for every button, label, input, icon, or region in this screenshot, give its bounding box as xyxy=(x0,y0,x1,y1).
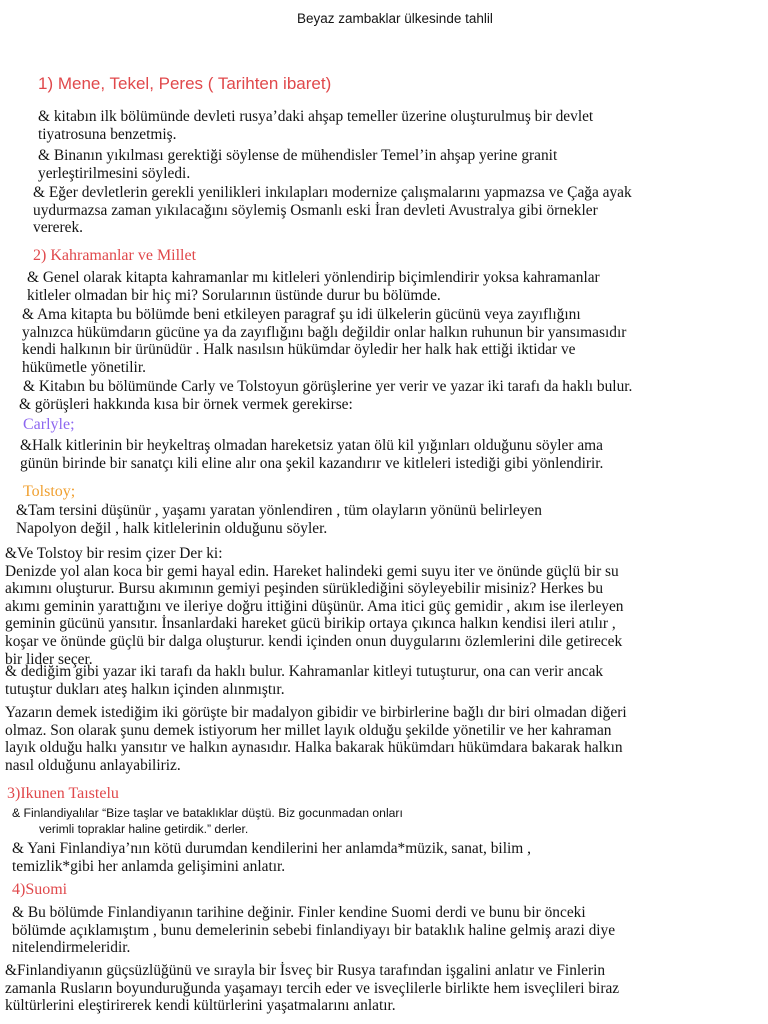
section-1-paragraph-3 xyxy=(33,184,632,237)
text-line: tiyatrosuna benzetmiş. xyxy=(38,125,177,143)
text-line: vererek. xyxy=(33,219,83,237)
text-line: zamanla Rusların boyunduruğunda yaşamayı tercih eder ve isveçlilerle birlikte hem isveçlileri biraz xyxy=(5,979,620,997)
section-4-heading: 4)Suomi xyxy=(12,881,68,898)
section-2-paragraph-3: & Kitabın bu bölümünde Carly ve Tolstoyun görüşlerine yer verir ve yazar iki tarafı da haklı bulur. xyxy=(23,378,633,395)
text-line: & dediğim gibi yazar iki tarafı da haklı bulur. Kahramanlar kitleyi tutuşturur, ona can verir ancak xyxy=(5,663,604,680)
text-line: olmaz. Son olarak şunu demek istiyorum her millet layık olduğu şekilde yönetilir ve her kahraman xyxy=(5,721,612,739)
text-line: Denizde yol alan koca bir gemi hayal edin. Hareket halindeki gemi suyu iter ve önünde güçlü bir su xyxy=(5,562,619,580)
text-line: geminin gücünü yansıtır. İnsanlardaki hareket gücü birikip ortaya çıkınca halkın kendisi ileri atılır , xyxy=(5,615,616,633)
carlyle-paragraph xyxy=(20,437,603,472)
text-line: & Yani Finlandiya’nın kötü durumdan kendilerini her anlamda*müzik, sanat, bilim , xyxy=(12,840,531,857)
section-2-heading: 2) Kahramanlar ve Millet xyxy=(33,247,197,264)
text-line: Napolyon değil , halk kitlelerinin olduğunu söyler. xyxy=(16,519,328,537)
section-4-paragraph-2 xyxy=(5,962,619,1015)
text-line: akımını oluşturur. Bursu akımının gemiyi peşinden sürüklediğini söyleyebilir misiniz? Herkes bu xyxy=(5,580,604,598)
text-line: verimli topraklar haline getirdik.” derler. xyxy=(39,821,249,836)
text-line: &Halk kitlerinin bir heykeltraş olmadan hareketsiz yatan ölü kil yığınları olduğunu söyler ama xyxy=(20,437,603,454)
section-2-paragraph-4: & görüşleri hakkında kısa bir örnek vermek gerekirse: xyxy=(19,396,353,413)
carlyle-label: Carlyle; xyxy=(23,416,75,433)
text-line: bölümde açıklamıştım , bunu demelerinin sebebi finlandiyayı bir bataklık haline gelmiş arazi diye xyxy=(12,921,616,939)
text-line: &Tam tersini düşünür , yaşamı yaratan yönlendiren , tüm olayların yönünü belirleyen xyxy=(16,502,542,519)
tolstoy-picture-paragraph xyxy=(5,545,624,668)
text-line: koşar ve önünde güçlü bir dalga oluşturur. kendi içinden onun duygularını özlemlerini dile getirecek xyxy=(5,632,623,650)
text-line: kitleler olmadan bir hiç mi? Sorularının üstünde durur bu bölümde. xyxy=(27,286,441,304)
text-line: temizlik*gibi her anlamda gelişimini anlatır. xyxy=(12,857,286,875)
tolstoy-paragraph xyxy=(16,502,542,537)
text-line: akımı geminin yarattığını ve ileriye doğru ittiğini düşünür. Ama itici güç gemidir , akım ise ilerleyen xyxy=(5,597,624,615)
text-line: &Finlandiyanın güçsüzlüğünü ve sırayla bir İsveç bir Rusya tarafından işgalini anlatır ve Finlerin xyxy=(5,962,606,979)
document-title: Beyaz zambaklar ülkesinde tahlil xyxy=(297,11,493,26)
text-line: & Genel olarak kitapta kahramanlar mı kitleleri yönlendirip biçimlendirir yoksa kahramanlar xyxy=(27,269,600,286)
section-1-paragraph-1 xyxy=(38,108,593,143)
tolstoy-label: Tolstoy; xyxy=(23,483,76,500)
section-4-paragraph-1 xyxy=(12,904,615,957)
text-line: yerleştirilmesini söyledi. xyxy=(38,164,191,182)
text-line: Yazarın demek istediğim iki görüşte bir madalyon gibidir ve birbirlerine bağlı dır biri olmadan diğeri xyxy=(5,704,627,721)
text-line: & Binanın yıkılması gerektiği söylense de mühendisler Temel’in ahşap yerine granit xyxy=(38,147,558,164)
text-line: hükümetle yönetilir. xyxy=(22,358,146,376)
text-line: & Eğer devletlerin gerekli yenilikleri inkılapları modernize çalışmalarını yapmazsa ve Çağa ayak xyxy=(33,184,632,201)
text-line: & Finlandiyalılar “Bize taşlar ve bataklıklar düştü. Biz gocunmadan onları xyxy=(12,806,403,820)
section-1-heading: 1) Mene, Tekel, Peres ( Tarihten ibaret) xyxy=(38,74,332,93)
text-line: & kitabın ilk bölümünde devleti rusya’daki ahşap temeller üzerine oluşturulmuş bir devlet xyxy=(38,108,594,125)
section-1-paragraph-2 xyxy=(38,147,557,182)
section-2-paragraph-1 xyxy=(27,269,600,304)
text-line: & Ama kitapta bu bölümde beni etkileyen paragraf şu idi ülkelerin gücünü veya zayıflığını xyxy=(22,306,581,323)
text-line: yalnızca hükümdarın gücüne ya da zayıflığını bağlı değildir onlar halkın ruhunun bir yansımasıdır xyxy=(22,323,627,341)
section-3-paragraph-2 xyxy=(12,840,531,875)
text-line: nasıl olduğunu anlayabiliriz. xyxy=(5,756,181,774)
text-line: tutuştur dukları ateş halkın içinden alınmıştır. xyxy=(5,680,285,698)
text-line: kültürlerini eleştirirerek kendi kültürlerini yaşatmalarını anlatır. xyxy=(5,997,396,1015)
text-line: & Bu bölümde Finlandiyanın tarihine değinir. Finler kendine Suomi derdi ve bunu bir önceki xyxy=(12,904,586,921)
section-2-paragraph-2 xyxy=(22,306,626,376)
text-line: kendi halkının bir ürünüdür . Halk nasılsın hükümdar öyledir her halk hak ettiği iktidar ve xyxy=(22,341,576,359)
section-3-paragraph-1 xyxy=(12,806,403,837)
text-line: günün birinde bir sanatçı kili eline alır ona şekil kazandırır ve kitleleri istediği gibi yönlendirir. xyxy=(20,454,604,472)
section-3-heading: 3)Ikunen Taıstelu xyxy=(7,785,119,802)
text-line: nitelendirmeleridir. xyxy=(12,939,131,957)
text-line: uydurmazsa zaman yıkılacağını söylemiş Osmanlı eski İran devleti Avustralya gibi örnekler xyxy=(33,201,598,219)
text-line: bir lider seçer. xyxy=(5,650,93,668)
author-view-paragraph xyxy=(5,704,627,774)
text-line: layık olduğu halkı yansıtır ve halkın aynasıdır. Halka bakarak hükümdarı hükümdara bakarak halkın xyxy=(5,739,623,757)
both-sides-right-paragraph xyxy=(5,663,603,698)
text-line: &Ve Tolstoy bir resim çizer Der ki: xyxy=(5,545,223,562)
